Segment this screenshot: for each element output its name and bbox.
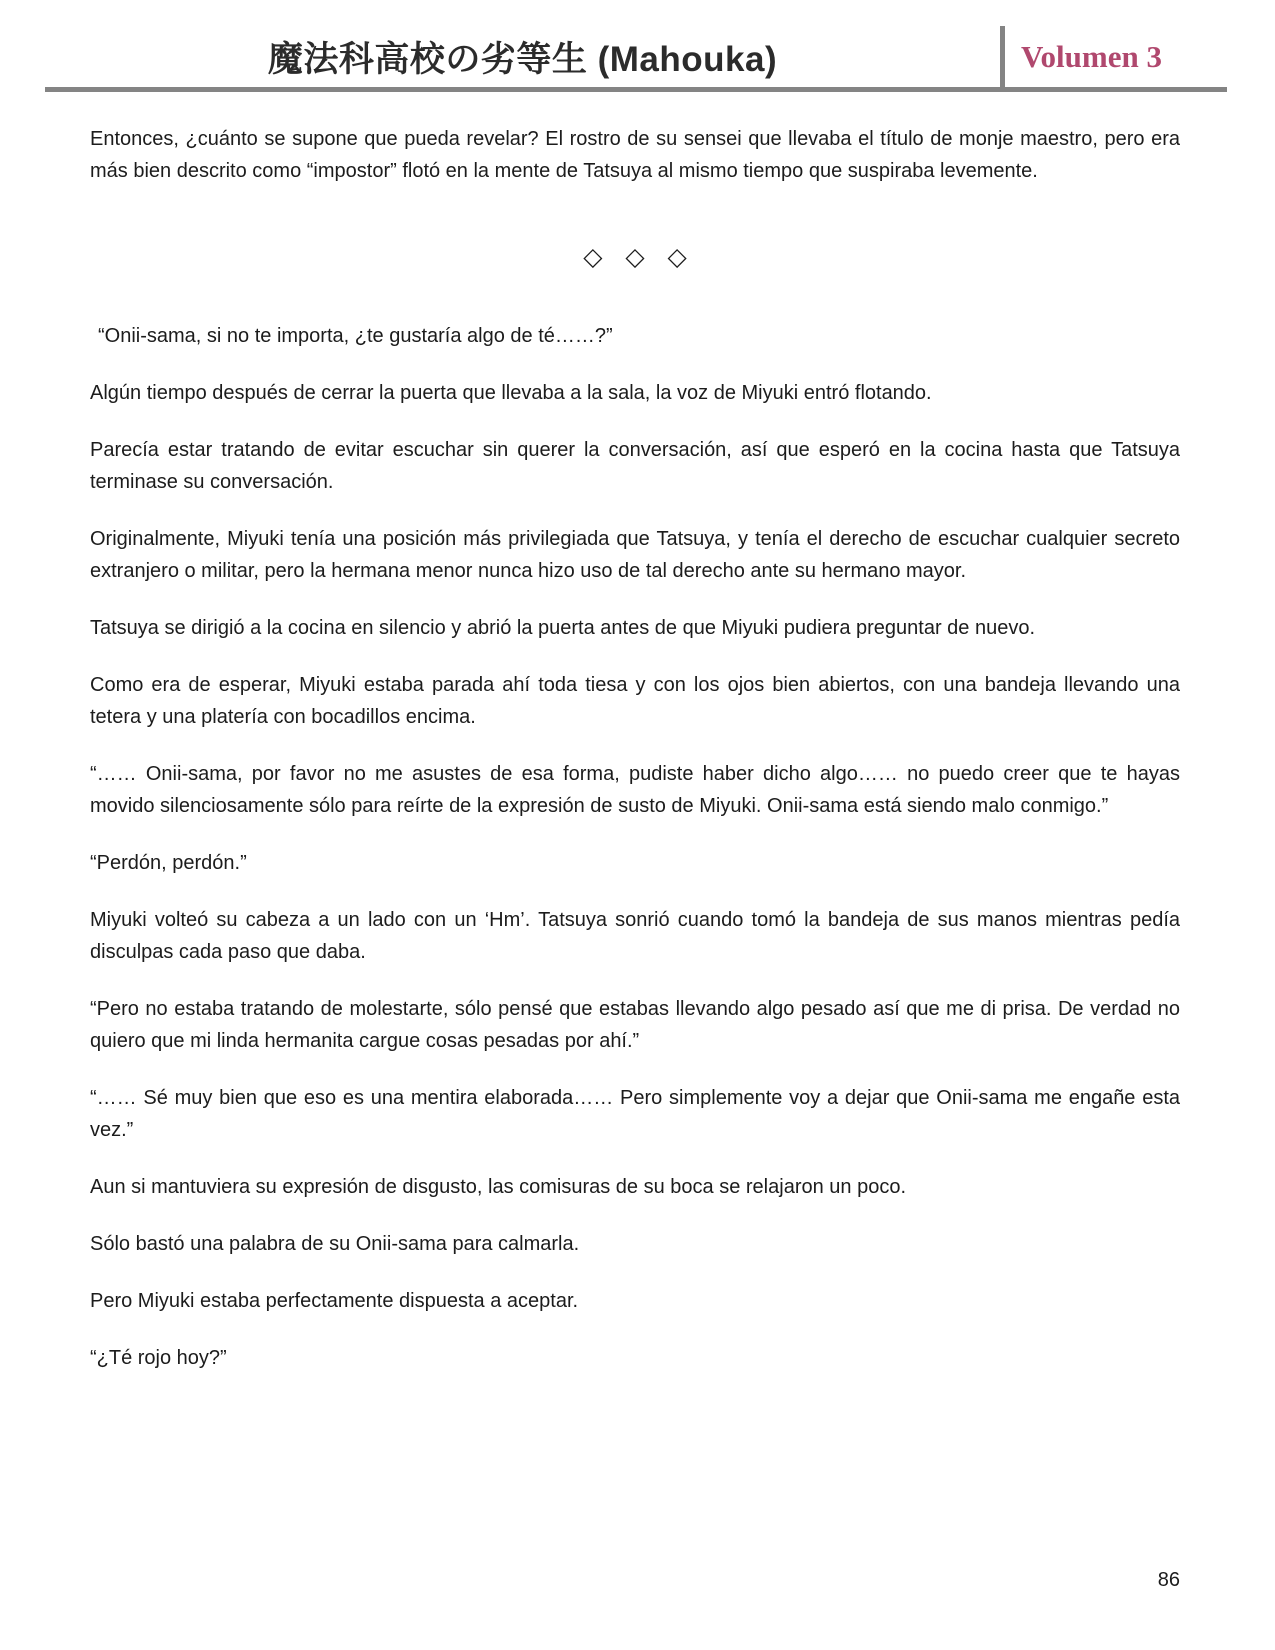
paragraph: Aun si mantuviera su expresión de disgusto, las comisuras de su boca se relajaron un poco. xyxy=(90,1176,907,1198)
page-header xyxy=(45,26,1227,92)
paragraph: “…… Onii-sama, por favor no me asustes de esa forma, pudiste haber dicho algo…… no puedo creer que te hayas movido silenciosamente sólo para reírte de la expresión de susto de Miyuki. Onii-sama está siendo malo conmigo.” xyxy=(90,763,1180,817)
paragraph: Como era de esperar, Miyuki estaba parada ahí toda tiesa y con los ojos bien abiertos, con una bandeja llevando una tetera y una platería con bocadillos encima. xyxy=(90,674,1180,728)
paragraph: Miyuki volteó su cabeza a un lado con un ‘Hm’. Tatsuya sonrió cuando tomó la bandeja de sus manos mientras pedía disculpas cada paso que daba. xyxy=(90,909,1180,963)
paragraph: “Pero no estaba tratando de molestarte, sólo pensé que estabas llevando algo pesado así que me di prisa. De verdad no quiero que mi linda hermanita cargue cosas pesadas por ahí.” xyxy=(90,998,1180,1052)
paragraph: Entonces, ¿cuánto se supone que pueda revelar? El rostro de su sensei que llevaba el título de monje maestro, pero era más bien descrito como “impostor” flotó en la mente de Tatsuya al mismo tiempo que suspiraba levemente. xyxy=(90,128,1180,182)
document-title: 魔法科高校の劣等生 (Mahouka) xyxy=(267,39,778,79)
header-volume-cell xyxy=(1005,26,1227,87)
volume-label: Volumen 3 xyxy=(1021,38,1162,74)
paragraph: Parecía estar tratando de evitar escuchar sin querer la conversación, así que esperó en la cocina hasta que Tatsuya terminase su conversación. xyxy=(90,439,1180,493)
header-title-cell xyxy=(45,26,1000,87)
paragraph: Pero Miyuki estaba perfectamente dispuesta a aceptar. xyxy=(90,1290,579,1312)
paragraph: Sólo bastó una palabra de su Onii-sama para calmarla. xyxy=(90,1233,580,1255)
paragraph: Tatsuya se dirigió a la cocina en silencio y abrió la puerta antes de que Miyuki pudiera preguntar de nuevo. xyxy=(90,617,1036,639)
paragraph: Algún tiempo después de cerrar la puerta que llevaba a la sala, la voz de Miyuki entró flotando. xyxy=(90,382,932,404)
page-number: 86 xyxy=(1157,1569,1180,1591)
paragraph: “¿Té rojo hoy?” xyxy=(90,1347,227,1369)
paragraph: “Perdón, perdón.” xyxy=(90,852,247,874)
page-content xyxy=(90,92,1180,1374)
paragraph: “…… Sé muy bien que eso es una mentira elaborada…… Pero simplemente voy a dejar que Onii-sama me engañe esta vez.” xyxy=(90,1087,1180,1141)
diamond-separator: ◇ ◇ ◇ xyxy=(583,243,695,271)
paragraph: Originalmente, Miyuki tenía una posición más privilegiada que Tatsuya, y tenía el derecho de escuchar cualquier secreto extranjero o militar, pero la hermana menor nunca hizo uso de tal derecho ante su hermano mayor. xyxy=(90,528,1180,582)
paragraph: “Onii-sama, si no te importa, ¿te gustaría algo de té……?” xyxy=(98,325,613,347)
